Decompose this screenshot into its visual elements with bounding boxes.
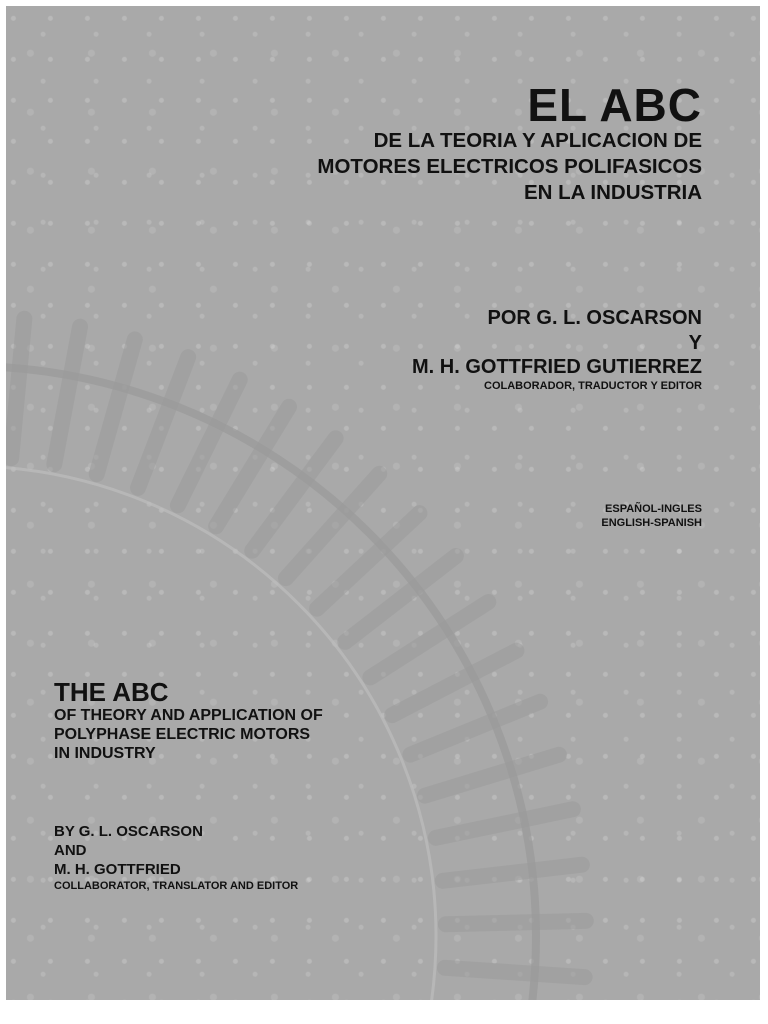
stator-slot xyxy=(54,327,80,465)
stator-slot xyxy=(138,357,188,488)
english-byline xyxy=(54,822,203,879)
stator-slot xyxy=(178,380,240,506)
stator-slot xyxy=(443,865,582,881)
english-subtitle xyxy=(54,706,323,763)
stator-slot xyxy=(11,319,24,458)
book-cover xyxy=(6,6,760,1000)
language-line: ENGLISH-SPANISH xyxy=(601,517,702,529)
english-byline-line: AND xyxy=(54,842,87,859)
stator-slot xyxy=(410,702,540,755)
stator-slot xyxy=(445,968,585,977)
spanish-subtitle-line: DE LA TEORIA Y APLICACION DE xyxy=(373,129,702,152)
english-byline-line: M. H. GOTTFRIED xyxy=(54,861,181,878)
spanish-subtitle-line: MOTORES ELECTRICOS POLIFASICOS xyxy=(317,155,702,178)
spanish-subtitle xyxy=(317,128,702,206)
english-role: COLLABORATOR, TRANSLATOR AND EDITOR xyxy=(54,880,299,892)
english-subtitle-line: OF THEORY AND APPLICATION OF xyxy=(54,707,323,724)
spanish-author-1: POR G. L. OSCARSON xyxy=(487,307,702,329)
stator-slot xyxy=(97,339,135,474)
language-note xyxy=(601,502,702,530)
english-subtitle-line: IN INDUSTRY xyxy=(54,745,156,762)
spanish-title: EL ABC xyxy=(527,79,702,131)
stator-slot xyxy=(425,755,559,796)
english-byline-line: BY G. L. OSCARSON xyxy=(54,823,203,840)
spanish-subtitle-line: EN LA INDUSTRIA xyxy=(523,181,702,204)
english-title: THE ABC xyxy=(54,677,169,707)
spanish-conjunction: Y xyxy=(688,332,702,354)
language-line: ESPAÑOL-INGLES xyxy=(605,503,702,515)
english-subtitle-line: POLYPHASE ELECTRIC MOTORS xyxy=(54,726,311,743)
spanish-author-2: M. H. GOTTFRIED GUTIERREZ xyxy=(412,356,702,378)
spanish-role: COLABORADOR, TRADUCTOR Y EDITOR xyxy=(484,380,702,392)
stator-slot xyxy=(446,921,586,924)
stator-slot xyxy=(436,809,573,838)
